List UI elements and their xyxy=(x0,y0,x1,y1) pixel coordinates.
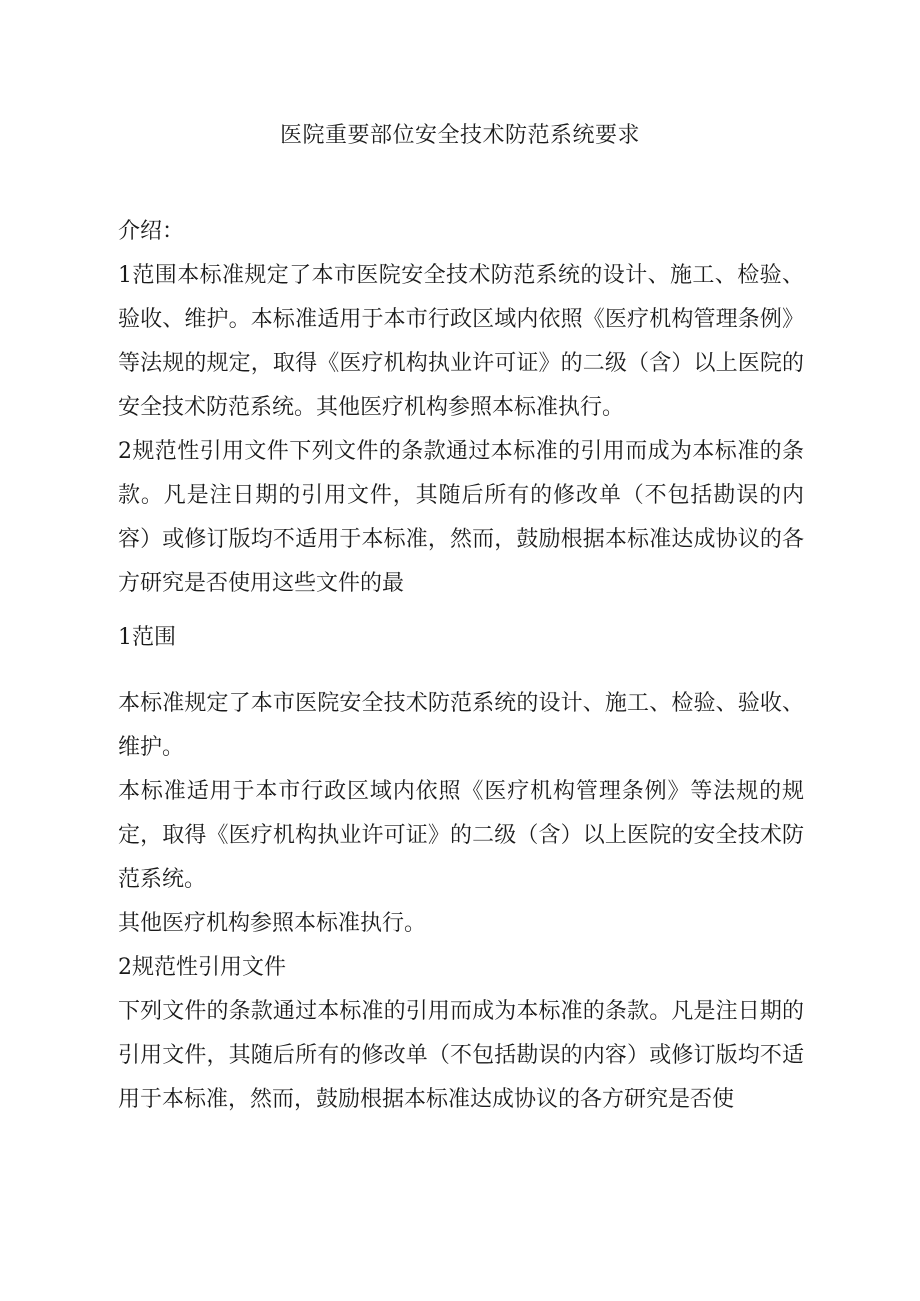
section-2-heading: 2规范性引用文件 xyxy=(118,955,286,980)
section-1-paragraph-2: 本标准适用于本市行政区域内依照《医疗机构管理条例》等法规的规定，取得《医疗机构执业许可证》的二级（含）以上医院的安全技术防范系统。 xyxy=(118,779,804,892)
document-body xyxy=(118,210,804,1122)
section-2-paragraph-1: 下列文件的条款通过本标准的引用而成为本标准的条款。凡是注日期的引用文件，其随后所有的修改单（不包括勘误的内容）或修订版均不适用于本标准，然而，鼓励根据本标准达成协议的各方研究是否使 xyxy=(118,999,804,1112)
document-title: 医院重要部位安全技术防范系统要求 xyxy=(279,123,640,148)
intro-paragraph-scope: 1范围本标准规定了本市医院安全技术防范系统的设计、施工、检验、验收、维护。本标准适用于本市行政区域内依照《医疗机构管理条例》等法规的规定，取得《医疗机构执业许可证》的二级（含）以上医院的安全技术防范系统。其他医疗机构参照本标准执行。 xyxy=(118,263,804,420)
section-1-paragraph-1: 本标准规定了本市医院安全技术防范系统的设计、施工、检验、验收、维护。 xyxy=(118,691,804,760)
intro-label: 介绍： xyxy=(118,219,185,244)
section-1-paragraph-3: 其他医疗机构参照本标准执行。 xyxy=(118,911,427,936)
intro-paragraph-references: 2规范性引用文件下列文件的条款通过本标准的引用而成为本标准的条款。凡是注日期的引用文件，其随后所有的修改单（不包括勘误的内容）或修订版均不适用于本标准，然而，鼓励根据本标准达成协议的各方研究是否使用这些文件的最 xyxy=(118,439,804,596)
section-1-heading: 1范围 xyxy=(118,625,176,650)
